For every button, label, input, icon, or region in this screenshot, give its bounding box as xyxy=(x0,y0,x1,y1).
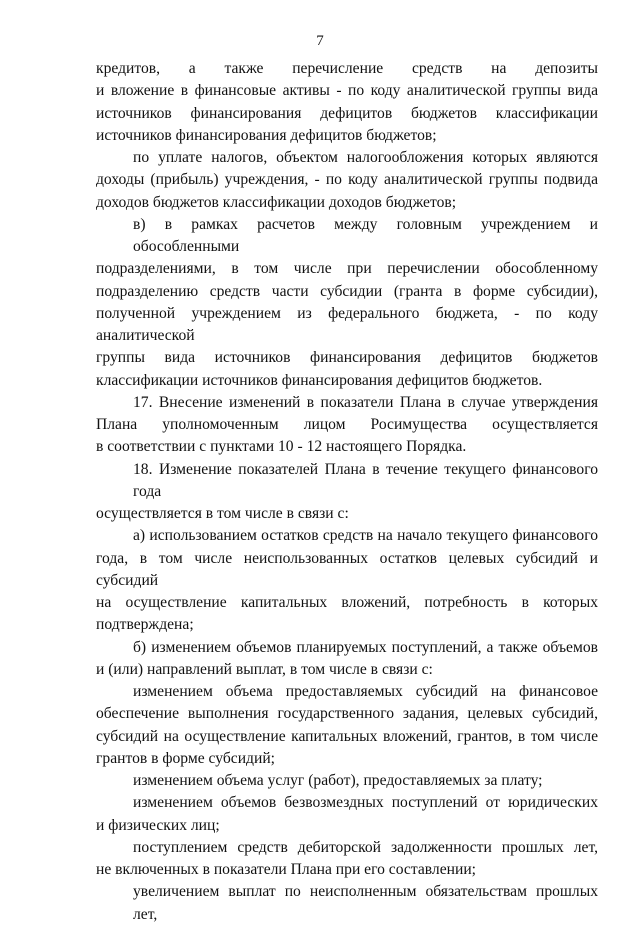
text-line: и (или) направлений выплат, в том числе в связи с: xyxy=(96,660,433,678)
paragraph-receivables xyxy=(96,837,598,882)
paragraph-taxes xyxy=(96,147,598,214)
text-line: по уплате налогов, объектом налогообложения которых являются xyxy=(133,149,598,166)
paragraph-p17 xyxy=(96,392,598,459)
paragraph-settlements xyxy=(96,214,598,392)
paragraph-p18b xyxy=(96,637,598,682)
text-line: источников финансирования дефицитов бюджетов классификации xyxy=(96,104,598,122)
document-body xyxy=(96,58,598,926)
text-line: доходы (прибыль) учреждения, - по коду аналитической группы подвида xyxy=(96,171,598,189)
text-line: полученной учреждением из федерального бюджета, - по коду аналитической xyxy=(96,304,598,344)
text-line: а) использованием остатков средств на начало текущего финансового xyxy=(133,527,598,545)
text-line: осуществляется в том числе в связи с: xyxy=(96,505,349,522)
text-line: в соответствии с пунктами 10 - 12 настоящего Порядка. xyxy=(96,438,467,456)
text-line: источников финансирования дефицитов бюджетов; xyxy=(96,126,437,144)
text-line: обеспечение выполнения государственного задания, целевых субсидий, xyxy=(96,705,598,723)
text-line: б) изменением объемов планируемых поступлений, а также объемов xyxy=(133,638,598,656)
text-line: Плана уполномоченным лицом Росимущества осуществляется xyxy=(96,416,598,433)
page-number: 7 xyxy=(316,33,324,49)
text-line: на осуществление капитальных вложений, потребность в которых xyxy=(96,594,598,611)
text-line: классификации источников финансирования дефицитов бюджетов. xyxy=(96,371,543,389)
text-line: и физических лиц; xyxy=(96,816,220,834)
text-line: изменением объема услуг (работ), предоставляемых за плату; xyxy=(133,772,543,789)
paragraph-p18a xyxy=(96,525,598,636)
text-line: субсидий на осуществление капитальных вложений, грантов, в том числе xyxy=(96,727,598,745)
paragraph-donations xyxy=(96,792,598,837)
text-line: подразделениями, в том числе при перечислении обособленному xyxy=(96,260,598,278)
text-line: изменением объема предоставляемых субсидий на финансовое xyxy=(133,683,598,700)
text-line: и вложение в финансовые активы - по коду аналитической группы вида xyxy=(96,82,598,100)
text-line: в) в рамках расчетов между головным учреждением и обособленными xyxy=(133,215,598,255)
text-line: группы вида источников финансирования дефицитов бюджетов xyxy=(96,349,598,367)
text-line: года, в том числе неиспользованных остатков целевых субсидий и субсидий xyxy=(96,549,598,589)
text-line: подтверждена; xyxy=(96,616,194,634)
text-line: доходов бюджетов классификации доходов бюджетов; xyxy=(96,193,457,211)
paragraph-cont xyxy=(96,58,598,147)
paragraph-services xyxy=(96,770,598,792)
text-line: поступлением средств дебиторской задолженности прошлых лет, xyxy=(133,838,598,856)
paragraph-p18 xyxy=(96,459,598,526)
text-line: изменением объемов безвозмездных поступлений от юридических xyxy=(133,794,598,812)
text-line: 18. Изменение показателей Плана в течение текущего финансового года xyxy=(133,460,598,500)
text-line: 17. Внесение изменений в показатели Плана в случае утверждения xyxy=(133,393,598,411)
text-line: кредитов, а также перечисление средств на депозиты xyxy=(96,60,598,77)
paragraph-subsidies xyxy=(96,681,598,770)
text-line: не включенных в показатели Плана при его составлении; xyxy=(96,861,476,878)
text-line: грантов в форме субсидий; xyxy=(96,749,276,767)
text-line: подразделению средств части субсидии (гранта в форме субсидии), xyxy=(96,282,598,300)
text-line: увеличением выплат по неисполненным обязательствам прошлых лет, xyxy=(133,883,598,923)
